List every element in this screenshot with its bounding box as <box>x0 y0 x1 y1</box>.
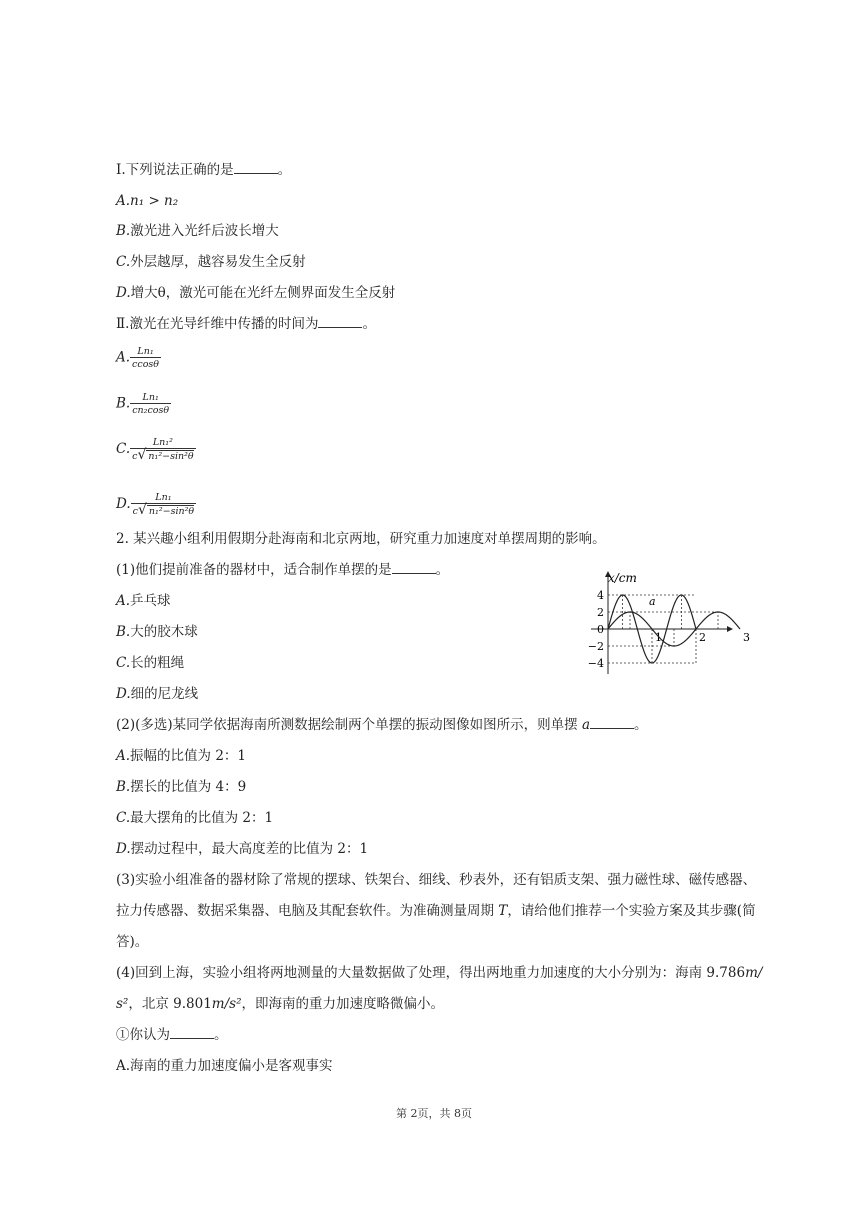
option-label: B. <box>116 395 131 412</box>
option-text: 大的胶木球 <box>130 624 198 640</box>
option-label: A. <box>116 748 131 764</box>
q2-intro: 2. 某兴趣小组利用假期分赴海南和北京两地，研究重力加速度对单摆周期的影响。 <box>116 531 606 547</box>
q2-s3-line2 <box>116 901 756 921</box>
stem-end: 。 <box>362 316 376 332</box>
option-label: B. <box>116 624 131 640</box>
q2-s1-text: (1)他们提前准备的器材中，适合制作单摆的是 <box>116 562 392 578</box>
q2-s1-option-b <box>116 622 198 642</box>
period-var: T <box>498 903 508 919</box>
option-text: 乒乓球 <box>130 593 171 609</box>
pendulum-var: a <box>581 717 591 733</box>
q2-s4-sub1-text: ①你认为 <box>116 1027 170 1043</box>
option-label: B. <box>116 223 131 239</box>
q2-s4-sub1-stem <box>116 1025 228 1045</box>
stem-end: 。 <box>634 717 648 733</box>
den-prefix: c <box>132 451 138 462</box>
fraction <box>130 392 171 416</box>
q2-s3-line3: 答)。 <box>116 934 149 950</box>
q1-part1-text: Ⅰ.下列说法正确的是 <box>116 162 234 178</box>
sqrt-content: n₁²−sin²θ <box>148 506 195 517</box>
option-text: 摆长的比值为 4：9 <box>130 779 247 795</box>
fraction-numerator: Ln₁ <box>142 392 159 403</box>
y-tick-label: 2 <box>597 606 604 619</box>
answer-blank <box>234 161 278 174</box>
q2-s4-sub1-option-a: A.海南的重力加速度偏小是客观事实 <box>116 1058 333 1074</box>
answer-blank <box>170 1026 214 1039</box>
option-label: C. <box>116 441 131 457</box>
fraction-denominator: ccosθ <box>132 359 160 370</box>
q1-option-a <box>116 191 178 211</box>
option-label: D. <box>116 285 131 301</box>
option-label: A. <box>116 349 131 366</box>
q2-s1-option-a <box>116 591 171 611</box>
q1-part2-option-d <box>116 492 196 517</box>
y-tick-label: 4 <box>597 589 604 602</box>
stem-end: 。 <box>214 1027 228 1043</box>
q2-s4-text: (4)回到上海，实验小组将两地测量的大量数据做了处理，得出两地重力加速度的大小分别为：海南 9.786 <box>116 965 746 981</box>
option-text: 增大θ，激光可能在光纤左侧界面发生全反射 <box>130 285 396 301</box>
option-label: A. <box>116 193 131 209</box>
den-prefix: c <box>132 506 138 517</box>
answer-blank <box>392 561 436 574</box>
option-text: 细的尼龙线 <box>130 686 199 702</box>
fraction-denominator <box>131 503 197 517</box>
q2-s4-line2 <box>116 994 444 1014</box>
option-label: A. <box>116 593 131 609</box>
option-label: C. <box>116 254 131 270</box>
q2-s1-stem <box>116 560 449 580</box>
q2-s2-option-a <box>116 746 246 766</box>
unit: m/ <box>745 965 763 981</box>
q2-s1-option-c <box>116 653 184 673</box>
y-tick-label: −4 <box>587 657 604 670</box>
option-label: B. <box>116 779 131 795</box>
q1-part2-option-b <box>116 392 171 416</box>
q2-s2-option-c <box>116 808 273 828</box>
q2-s2-stem <box>116 715 648 735</box>
fraction <box>131 492 197 517</box>
fraction-numerator: Ln₁ <box>155 492 172 503</box>
option-text: 摆动过程中，最大高度差的比值为 2：1 <box>130 841 369 857</box>
fraction-denominator: cn₂cosθ <box>132 405 170 416</box>
q1-part2-option-c <box>116 437 196 462</box>
fraction-denominator <box>130 448 196 462</box>
q1-part1-stem <box>116 160 291 180</box>
option-text: n₁ > n₂ <box>130 193 179 209</box>
option-label: D. <box>116 686 131 702</box>
q2-s2-option-b <box>116 777 246 797</box>
unit: m/s² <box>211 996 242 1012</box>
y-tick-label: 0 <box>597 623 604 636</box>
option-text: 长的粗绳 <box>130 655 185 671</box>
option-label: C. <box>116 810 131 826</box>
y-tick-label: −2 <box>587 640 604 653</box>
stem-end: 。 <box>277 162 292 178</box>
fraction <box>130 437 196 462</box>
option-label: D. <box>116 841 131 857</box>
option-text: 外层越厚，越容易发生全反射 <box>130 254 306 270</box>
q2-s3-line1: (3)实验小组准备的器材除了常规的摆球、铁架台、细线、秒表外，还有铝质支架、强力磁性球、磁传感器、 <box>116 872 757 888</box>
x-tick-label: 3 <box>743 631 750 644</box>
stem-end: 。 <box>435 562 450 578</box>
option-text: 振幅的比值为 2：1 <box>130 748 247 764</box>
sqrt-symbol: √ <box>137 447 147 463</box>
q2-s3-text-cont: ，请给他们推荐一个实验方案及其步骤(简 <box>507 903 756 919</box>
option-text: 最大摆角的比值为 2：1 <box>130 810 274 826</box>
sqrt-content: n₁²−sin²θ <box>148 451 194 462</box>
page-footer: 第 2页，共 8页 <box>396 1107 472 1120</box>
fraction <box>130 346 161 370</box>
q1-part2-stem <box>116 314 376 334</box>
x-tick-label: 2 <box>699 631 706 644</box>
q1-option-b <box>116 221 279 241</box>
y-axis-label: x/cm <box>608 571 637 585</box>
answer-blank <box>590 716 634 729</box>
q2-s4-line1 <box>116 963 762 983</box>
answer-blank <box>318 315 362 328</box>
q2-s3-text: 拉力传感器、数据采集器、电脑及其配套软件。为准确测量周期 <box>116 903 494 919</box>
option-label: C. <box>116 655 131 671</box>
fraction-numerator: Ln₁ <box>137 346 154 357</box>
q2-s4-text-end: ，即海南的重力加速度略微偏小。 <box>241 996 444 1012</box>
q2-s2-text: (2)(多选)某同学依据海南所测数据绘制两个单摆的振动图像如图所示，则单摆 <box>116 717 578 733</box>
option-label: D. <box>116 496 131 512</box>
q1-option-d <box>116 283 395 303</box>
x-tick-label: 1 <box>655 631 662 644</box>
option-text: 激光进入光纤后波长增大 <box>130 223 279 239</box>
q1-option-c <box>116 252 306 272</box>
curve-a-label: a <box>649 595 656 608</box>
q1-part2-option-a <box>116 346 161 370</box>
q2-s2-option-d <box>116 839 368 859</box>
unit: s² <box>116 996 129 1012</box>
q2-s1-option-d <box>116 684 198 704</box>
oscillation-graph <box>586 566 750 681</box>
sqrt-symbol: √ <box>137 502 147 518</box>
q2-s4-text-cont: ，北京 9.801 <box>128 996 212 1012</box>
q1-part2-text: Ⅱ.激光在光导纤维中传播的时间为 <box>116 316 319 332</box>
fraction-numerator: Ln₁² <box>152 437 173 448</box>
